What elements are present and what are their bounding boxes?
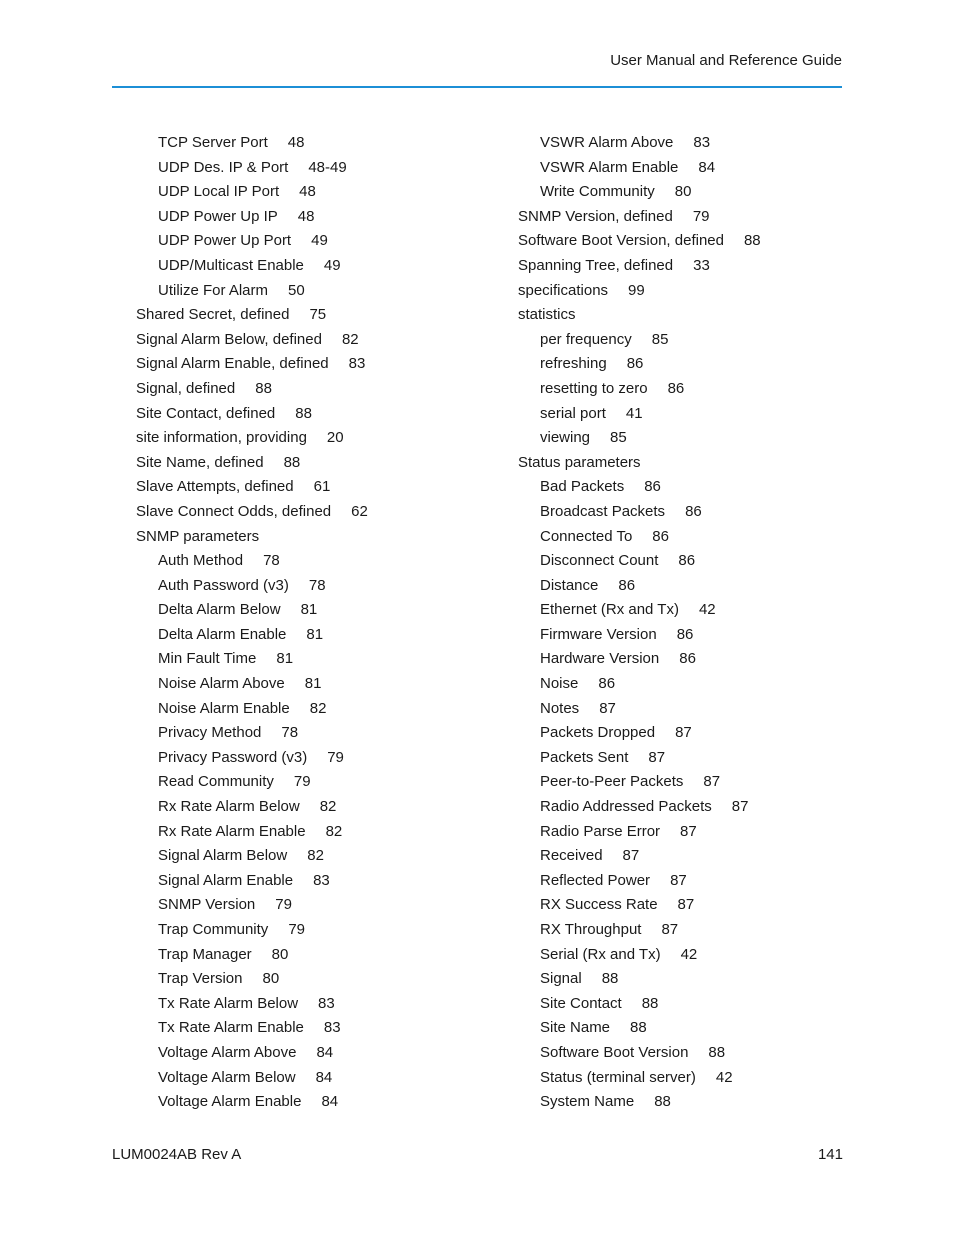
index-subentry [518,377,848,402]
index-page-ref: 83 [313,871,330,889]
index-subentry [518,844,848,869]
index-subentry [518,328,848,353]
index-subentry [136,844,496,869]
index-page-ref: 87 [648,748,666,766]
index-term: statistics [518,306,576,324]
index-term: Voltage Alarm Enable [158,1093,302,1111]
index-term: Rx Rate Alarm Below [158,798,300,816]
index-page-ref: 78 [263,552,280,570]
index-page-ref: 83 [348,355,366,373]
index-subentry [518,869,848,894]
index-page-ref: 79 [275,896,292,914]
index-page-ref: 49 [311,232,328,250]
index-page-ref: 79 [288,921,305,938]
index-term: Spanning Tree, defined [518,256,674,274]
index-term: serial port [540,404,606,422]
index-term: Privacy Password (v3) [158,748,308,766]
index-subentry [136,180,496,205]
index-term: Connected To [540,527,633,545]
index-subentry [518,598,848,623]
index-term: Firmware Version [540,625,657,643]
index-term: per frequency [540,330,632,348]
index-page-ref: 87 [677,896,695,914]
index-page-ref: 87 [670,871,687,889]
index-term: refreshing [540,355,607,373]
index-subentry [518,992,848,1017]
index-subentry [136,820,496,845]
index-subentry [518,893,848,918]
index-page-ref: 42 [680,945,698,963]
index-subentry [136,574,496,599]
index-term: Trap Community [158,921,269,938]
index-column-left [136,131,496,1115]
index-subentry [136,746,496,771]
index-subentry [518,1016,848,1041]
index-page-ref: 86 [618,576,636,594]
index-term: Site Contact [540,994,622,1012]
index-subentry [136,598,496,623]
index-page-ref: 88 [255,379,272,397]
index-page-ref: 86 [676,625,694,643]
index-term: UDP Power Up IP [158,207,278,225]
index-term: Trap Manager [158,945,252,963]
index-page-ref: 61 [313,478,331,496]
index-page-ref: 84 [316,1043,334,1061]
index-subentry [518,352,848,377]
index-term: Distance [540,576,599,594]
index-subentry [136,697,496,722]
footer-page-number: 141 [817,1146,843,1163]
index-page-ref: 80 [262,970,280,988]
index-term: Auth Method [158,552,244,570]
index-term: Delta Alarm Enable [158,625,287,643]
index-term: Signal Alarm Below, defined [136,330,322,348]
index-page-ref: 81 [304,675,322,693]
index-subentry [518,402,848,427]
index-subentry [518,525,848,550]
index-page-ref: 50 [288,281,305,299]
index-term: Disconnect Count [540,552,659,570]
index-term: RX Throughput [540,921,642,938]
index-term: VSWR Alarm Above [540,134,674,151]
index-page-ref: 88 [743,232,761,250]
index-page-ref: 86 [626,355,644,373]
index-term: Read Community [158,773,274,791]
index-page-ref: 81 [300,601,318,619]
index-subentry [518,795,848,820]
index-term: Voltage Alarm Below [158,1068,296,1086]
index-term: System Name [540,1093,635,1111]
index-page-ref: 88 [708,1043,726,1061]
index-term: RX Success Rate [540,896,658,914]
index-subentry [136,943,496,968]
index-page-ref: 20 [326,429,344,447]
index-term: Software Boot Version, defined [518,232,724,250]
index-entry [518,254,848,279]
index-term: Noise Alarm Above [158,675,285,693]
index-page-ref: 33 [693,256,710,274]
index-term: Shared Secret, defined [136,306,290,324]
index-page-ref: 82 [319,798,337,816]
index-page-ref: 86 [598,675,616,693]
index-term: UDP Des. IP & Port [158,158,289,176]
index-page-ref: 75 [309,306,327,324]
index-page-ref: 81 [276,650,294,668]
index-subentry [136,549,496,574]
index-term: Rx Rate Alarm Enable [158,822,306,840]
index-term: Tx Rate Alarm Below [158,994,299,1012]
index-entry [136,475,496,500]
index-page-ref: 48-49 [308,158,347,176]
index-term: Slave Attempts, defined [136,478,294,496]
index-page-ref: 80 [271,945,289,963]
index-page-ref: 87 [731,798,749,816]
index-page-ref: 88 [601,970,619,988]
index-subentry [518,1066,848,1091]
index-subentry [518,943,848,968]
index-subentry [136,992,496,1017]
running-header-title: User Manual and Reference Guide [610,52,842,69]
footer-doc-id: LUM0024AB Rev A [112,1146,242,1163]
index-page-ref: 62 [351,502,368,520]
index-page-ref: 86 [644,478,661,496]
index-subentry [136,131,496,156]
index-page-ref: 84 [698,158,716,176]
index-subentry [518,475,848,500]
index-page-ref: 48 [297,207,315,225]
index-page-ref: 83 [323,1019,341,1037]
index-subentry [518,820,848,845]
index-subentry [136,205,496,230]
index-subentry [518,918,848,943]
index-term: UDP/Multicast Enable [158,256,304,274]
index-page-ref: 87 [680,822,697,840]
index-entry [518,303,848,328]
index-term: Packets Dropped [540,724,656,742]
index-page-ref: 49 [323,256,341,274]
index-column-right [518,131,848,1115]
index-page-ref: 86 [678,552,696,570]
index-subentry [136,1016,496,1041]
index-page-ref: 88 [283,453,301,471]
index-page-ref: 86 [679,650,696,668]
index-page-ref: 82 [325,822,343,840]
index-subentry [136,1066,496,1091]
index-page-ref: 82 [341,330,359,348]
index-subentry [136,254,496,279]
index-term: Reflected Power [540,871,651,889]
index-term: Broadcast Packets [540,502,666,520]
index-page-ref: 48 [287,134,305,151]
index-term: Ethernet (Rx and Tx) [540,601,679,619]
index-term: Write Community [540,183,655,201]
index-page-ref: 79 [293,773,311,791]
index-entry [136,500,496,525]
index-subentry [136,229,496,254]
index-term: Status parameters [518,453,641,471]
index-subentry [136,672,496,697]
index-term: SNMP parameters [136,527,260,545]
index-term: Site Contact, defined [136,404,276,422]
index-subentry [518,500,848,525]
index-page-ref: 85 [651,330,669,348]
index-page-ref: 42 [698,601,716,619]
index-term: Bad Packets [540,478,625,496]
index-subentry [136,795,496,820]
index-term: Delta Alarm Below [158,601,281,619]
index-subentry [518,770,848,795]
index-page-ref: 88 [630,1019,647,1037]
index-subentry [518,697,848,722]
index-page-ref: 84 [321,1093,339,1111]
index-subentry [518,156,848,181]
index-page-ref: 86 [652,527,669,545]
index-subentry [136,623,496,648]
index-term: Status (terminal server) [540,1068,696,1086]
index-term: Trap Version [158,970,243,988]
index-entry [518,279,848,304]
index-term: resetting to zero [540,379,648,397]
index-subentry [518,180,848,205]
index-term: SNMP Version [158,896,256,914]
header-divider [112,86,842,88]
index-term: Software Boot Version [540,1043,689,1061]
index-subentry [518,746,848,771]
index-page-ref: 48 [299,183,316,201]
index-page-ref: 79 [692,207,710,225]
index-subentry [136,279,496,304]
index-term: site information, providing [136,429,307,447]
index-page-ref: 88 [641,994,659,1012]
index-term: Peer-to-Peer Packets [540,773,684,791]
index-term: Noise Alarm Enable [158,699,290,717]
index-term: Min Fault Time [158,650,257,668]
index-page-ref: 85 [610,429,627,447]
index-term: Hardware Version [540,650,660,668]
index-page-ref: 82 [309,699,327,717]
index-term: viewing [540,429,591,447]
index-term: Auth Password (v3) [158,576,289,594]
index-term: SNMP Version, defined [518,207,673,225]
index-term: Signal [540,970,582,988]
index-subentry [136,967,496,992]
index-subentry [518,1041,848,1066]
index-page-ref: 87 [661,921,679,938]
index-term: Privacy Method [158,724,262,742]
index-page-ref: 81 [306,625,324,643]
index-subentry [136,918,496,943]
index-subentry [518,1090,848,1115]
index-entry [518,205,848,230]
index-page-ref: 83 [318,994,335,1012]
index-term: Signal, defined [136,379,236,397]
index-subentry [136,647,496,672]
index-page-ref: 80 [674,183,692,201]
index-term: UDP Power Up Port [158,232,292,250]
index-term: Radio Parse Error [540,822,661,840]
index-term: Serial (Rx and Tx) [540,945,661,963]
index-subentry [518,672,848,697]
index-page-ref: 83 [693,134,711,151]
index-subentry [518,426,848,451]
index-page-ref: 78 [308,576,326,594]
index-page-ref: 42 [715,1068,733,1086]
index-term: Site Name [540,1019,611,1037]
index-subentry [136,1041,496,1066]
index-subentry [518,574,848,599]
index-page-ref: 86 [685,502,702,520]
index-subentry [136,869,496,894]
index-subentry [136,893,496,918]
index-page-ref: 99 [628,281,645,299]
index-subentry [518,721,848,746]
index-subentry [136,770,496,795]
index-entry [136,352,496,377]
index-page-ref: 78 [281,724,299,742]
index-term: TCP Server Port [158,134,268,151]
index-page-ref: 87 [675,724,692,742]
index-term: Signal Alarm Enable, defined [136,355,329,373]
index-term: Signal Alarm Enable [158,871,294,889]
index-entry [136,402,496,427]
index-term: Received [540,847,603,865]
index-term: UDP Local IP Port [158,183,280,201]
index-subentry [518,549,848,574]
index-page-ref: 86 [667,379,685,397]
index-term: Site Name, defined [136,453,264,471]
index-page-ref: 84 [315,1068,333,1086]
index-entry [136,328,496,353]
index-term: Notes [540,699,580,717]
index-entry [136,377,496,402]
index-subentry [518,647,848,672]
index-subentry [518,131,848,156]
index-page-ref: 82 [307,847,324,865]
index-subentry [136,721,496,746]
index-page-ref: 88 [654,1093,671,1111]
index-entry [518,229,848,254]
index-term: Tx Rate Alarm Enable [158,1019,304,1037]
index-entry [518,451,848,476]
index-entry [136,426,496,451]
index-entry [136,525,496,550]
index-subentry [518,623,848,648]
index-term: Radio Addressed Packets [540,798,712,816]
index-page-ref: 87 [599,699,616,717]
index-page-ref: 87 [622,847,640,865]
index-page-ref: 88 [295,404,312,422]
index-term: Noise [540,675,579,693]
index-entry [136,303,496,328]
index-term: Utilize For Alarm [158,281,269,299]
index-term: specifications [518,281,609,299]
index-subentry [518,967,848,992]
index-subentry [136,1090,496,1115]
index-entry [136,451,496,476]
index-page-ref: 79 [327,748,344,766]
index-term: Signal Alarm Below [158,847,288,865]
index-term: Packets Sent [540,748,629,766]
index-term: Voltage Alarm Above [158,1043,297,1061]
index-term: VSWR Alarm Enable [540,158,679,176]
index-page-ref: 41 [625,404,643,422]
index-subentry [136,156,496,181]
index-page-ref: 87 [703,773,721,791]
index-term: Slave Connect Odds, defined [136,502,332,520]
